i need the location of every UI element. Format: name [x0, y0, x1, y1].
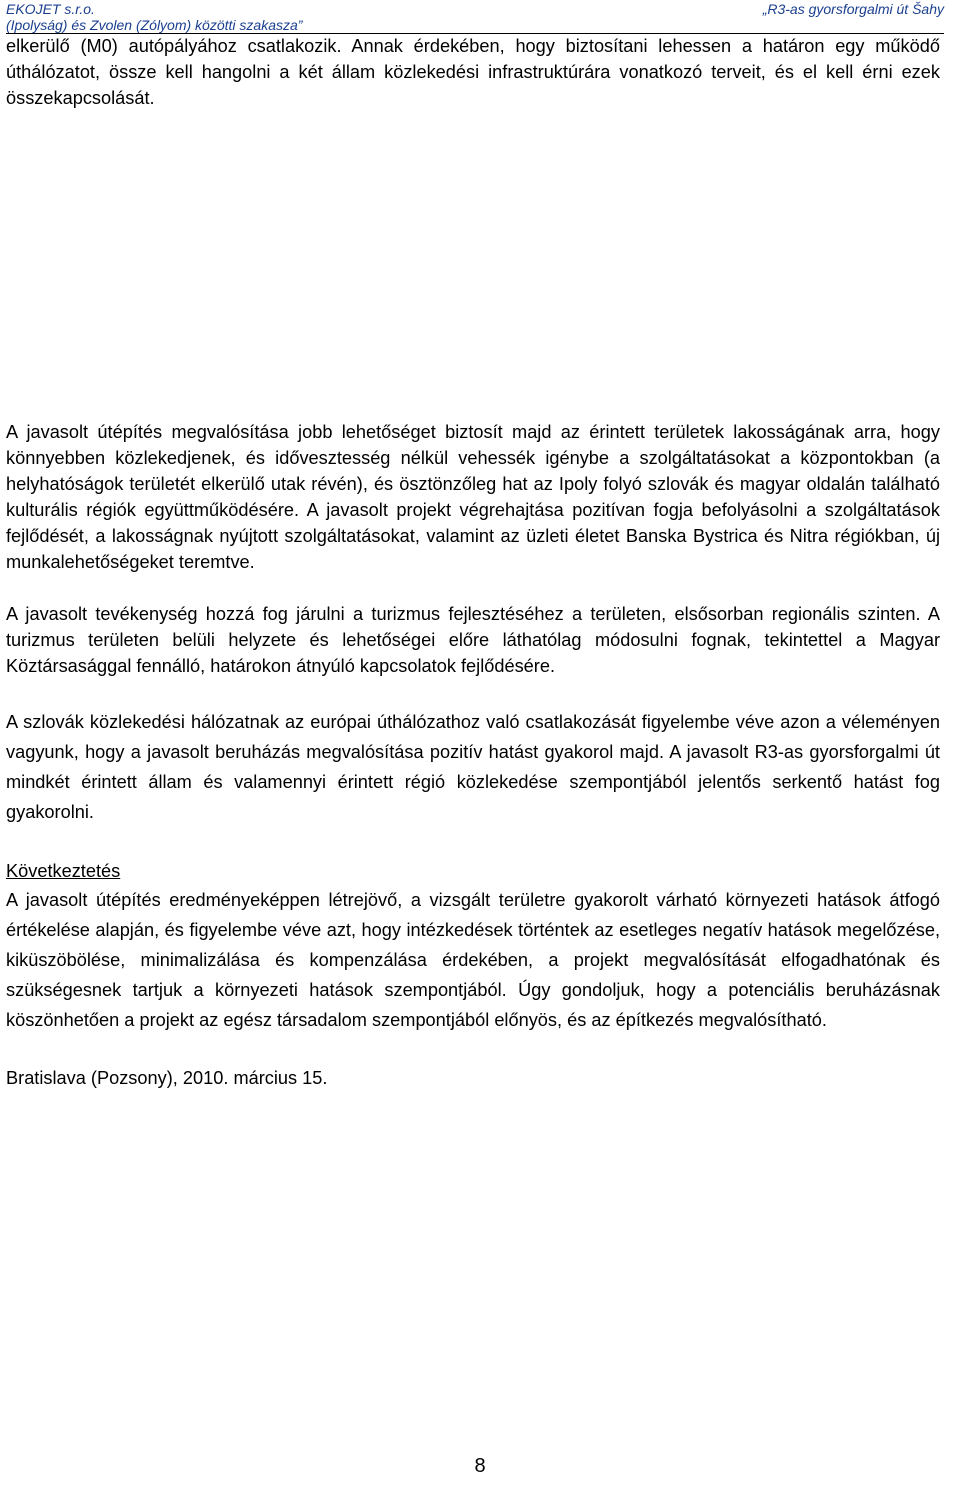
conclusion-heading: Következtetés	[6, 861, 121, 881]
paragraph-intro: elkerülő (M0) autópályához csatlakozik. Annak érdekében, hogy biztosítani lehessen a határon egy működő úthálózatot, össze kell hangolni a két állam közlekedési infrastruktúrára vonatkozó terveit, és el kell érni ezek összekapcsolását.	[6, 36, 940, 108]
blank-space	[6, 111, 940, 419]
paragraph-gap	[6, 1035, 940, 1065]
header-section-subtitle: (Ipolyság) és Zvolen (Zólyom) közötti szakasza”	[6, 17, 303, 33]
header-right	[763, 1, 944, 17]
signoff-date: Bratislava (Pozsony), 2010. március 15.	[6, 1068, 328, 1088]
document-body	[6, 33, 940, 1091]
paragraph-gap	[6, 679, 940, 707]
header-project-title: „R3-as gyorsforgalmi út Šahy	[762, 1, 944, 17]
paragraph-tourism: A javasolt tevékenység hozzá fog járulni a turizmus fejlesztéséhez a területen, elsősorban regionális szinten. A turizmus területen belüli helyzete és lehetőségei előre láthatólag módosulni fognak, tekintettel a Magyar Köztársasággal fennálló, határokon átnyúló kapcsolatok fejlődésére.	[6, 604, 940, 676]
page-header	[6, 0, 944, 34]
paragraph-conclusion: A javasolt útépítés eredményeképpen létrejövő, a vizsgált területre gyakorolt várható környezeti hatások átfogó értékelése alapján, és figyelembe véve azt, hogy intézkedések történtek az esetleges negatív hatások megelőzése, kiküszöbölése, minimalizálása és kompenzálása érdekében, a projekt megvalósítását elfogadhatónak és szükségesnek tartjuk a környezeti hatások szempontjából. Úgy gondoljuk, hogy a potenciális beruházásnak köszönhetően a projekt az egész társadalom szempontjából előnyös, és az építkezés megvalósítható.	[6, 890, 940, 1030]
paragraph-benefits: A javasolt útépítés megvalósítása jobb lehetőséget biztosít majd az érintett területek lakosságának arra, hogy könnyebben közlekedjenek, és idővesztesség nélkül vehessék igénybe a szolgáltatásokat a központokban (a helyhatóságok területét elkerülő utak révén), és ösztönzőleg hat az Ipoly folyó szlovák és magyar oldalán található kulturális régiók együttműködésére. A javasolt projekt végrehajtása pozitívan fogja befolyásolni a szolgáltatások fejlődését, a lakosságnak nyújtott szolgáltatásokat, valamint az üzleti életet Banska Bystrica és Nitra régiókban, új munkalehetőségeket teremtve.	[6, 422, 940, 572]
page-number: 8	[474, 1455, 486, 1477]
paragraph-gap	[6, 575, 940, 601]
paragraph-network: A szlovák közlekedési hálózatnak az európai úthálózathoz való csatlakozását figyelembe véve azon a véleményen vagyunk, hogy a javasolt beruházás megvalósítása pozitív hatást gyakorol majd. A javasolt R3-as gyorsforgalmi út mindkét érintett állam és valamennyi érintett régió közlekedése szempontjából jelentős serkentő hatást fog gyakorolni.	[6, 712, 940, 822]
paragraph-gap	[6, 827, 940, 857]
header-company: EKOJET s.r.o.	[6, 1, 95, 17]
header-left	[6, 1, 302, 33]
